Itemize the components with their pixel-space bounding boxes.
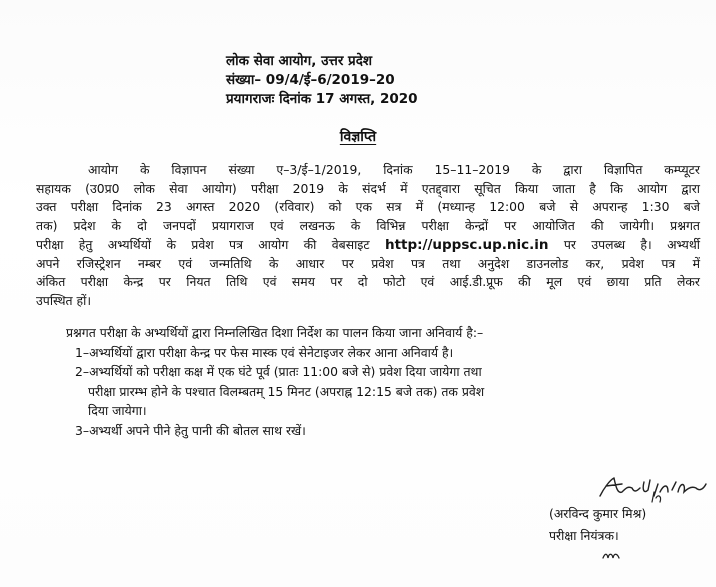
instruction-item-2-cont: परीक्षा प्रारम्भ होने के पश्चात विलम्बतम् 15 मिनट (अपराह्न 12:15 बजे तक) तक प्रवेश [88, 383, 485, 399]
notice-paragraph [36, 161, 700, 311]
instruction-item-2-end: दिया जायेगा। [88, 403, 147, 418]
letter-header [226, 52, 418, 109]
notice-title: विज्ञप्ति [339, 129, 377, 145]
paragraph-line-2: सहायक (उ0प्र0 लोक सेवा आयोग) परीक्षा 2019 के संदर्भ में एतद्द्वारा सूचित किया जाता है कि आयोग द्वारा [36, 180, 700, 196]
organization-name: लोक सेवा आयोग, उत्तर प्रदेश [226, 53, 373, 69]
signatory-block [549, 503, 646, 547]
instruction-item-2: 2–अभ्यर्थियों को परीक्षा कक्ष में एक घंटे पूर्व (प्रातः 11:00 बजे से) प्रवेश दिया जायेगा तथा [75, 364, 482, 379]
place-and-date: प्रयागराजः दिनांक 17 अगस्त, 2020 [226, 91, 418, 107]
instruction-item-1: 1–अभ्यर्थियों द्वारा परीक्षा केन्द्र पर फेस मास्क एवं सेनेटाइजर लेकर आना अनिवार्य है। [75, 344, 454, 360]
paragraph-line-3: उक्त परीक्षा दिनांक 23 अगस्त 2020 (रविवार) को एक सत्र में (मध्यान्ह 12:00 बजे से अपरान्ह 1:30 बजे [36, 199, 700, 215]
instruction-item-3: 3–अभ्यर्थी अपने पीने हेतु पानी की बोतल साथ रखें। [75, 422, 306, 438]
website-url: http://uppsc.up.nic.in [384, 236, 549, 253]
paragraph-line-7: अंकित परीक्षा केन्द्र पर नियत तिथि एवं समय पर दो फोटो एवं आई.डी.प्रूफ की मूल एवं छाया प्रति लेकर [36, 274, 700, 290]
signatory-designation: परीक्षा नियंत्रक। [549, 528, 619, 543]
paragraph-line-5: परीक्षा हेतु अभ्यर्थियों के प्रवेश पत्र आयोग की वेबसाइट http://uppsc.up.nic.in पर उपलब्ध है। अभ्यर्थी [36, 236, 700, 253]
paragraph-line-4: तक) प्रदेश के दो जनपदों प्रयागराज एवं लखनऊ के विभिन्न परीक्षा केन्द्रों पर आयोजित की जायेगी। प्रश्नगत [36, 218, 700, 234]
paragraph-line-1: आयोग के विज्ञापन संख्या ए–3/ई–1/2019, दिनांक 15–11–2019 के द्वारा विज्ञापित कम्प्यूटर [88, 162, 700, 177]
paragraph-line-8: उपस्थित हों। [36, 292, 92, 308]
notice-heading [0, 127, 716, 146]
reference-number: संख्या– 09/4/ई–6/2019–20 [226, 72, 395, 88]
instructions-list [52, 323, 484, 440]
instructions-intro: प्रश्नगत परीक्षा के अभ्यर्थियों द्वारा निम्नलिखित दिशा निर्देश का पालन किया जाना अनिवार्य है:– [66, 325, 484, 340]
initial-mark [601, 550, 621, 562]
paragraph-line-6: अपने रजिस्ट्रेशन नम्बर एवं जन्मतिथि के आधार पर प्रवेश पत्र तथा अनुदेश डाउनलोड कर, प्रवेश पत्र में [36, 255, 700, 271]
signatory-name: (अरविन्द कुमार मिश्र) [549, 506, 647, 521]
